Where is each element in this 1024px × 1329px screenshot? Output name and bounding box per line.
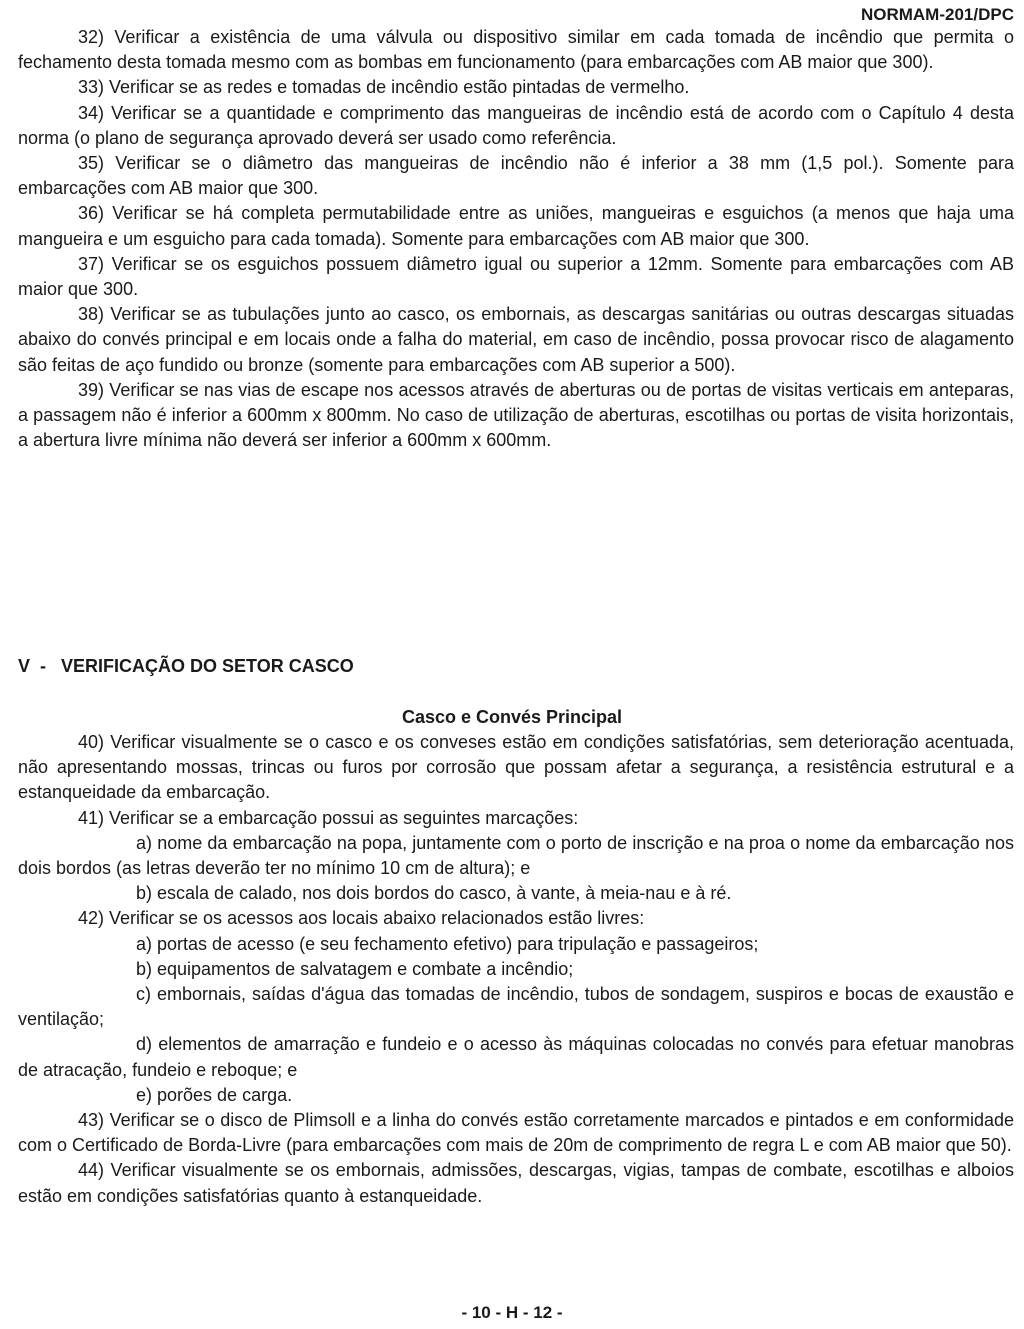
item-paragraph: 40) Verificar visualmente se o casco e os conveses estão em condições satisfatórias, sem deterioração acentuada, não apresentando mossas, trincas ou furos por corrosão que possam afetar a segurança, a resistência estrutural e a estanqueidade da embarcação. bbox=[18, 732, 1014, 803]
subitem-paragraph: b) equipamentos de salvatagem e combate a incêndio; bbox=[136, 958, 574, 979]
item-paragraph: 38) Verificar se as tubulações junto ao casco, os embornais, as descargas sanitárias ou outras descargas situadas abaixo do convés principal e em locais onde a falha do material, em caso de incêndio, possa provocar risco de alagamento são feitas de aço fundido ou bronze (somente para embarcações com AB superior a 500). bbox=[18, 304, 1014, 375]
subitem-paragraph: b) escala de calado, nos dois bordos do casco, à vante, à meia-nau e à ré. bbox=[136, 883, 732, 904]
hull-items-block bbox=[18, 730, 1014, 1209]
item-paragraph: 33) Verificar se as redes e tomadas de incêndio estão pintadas de vermelho. bbox=[78, 77, 690, 98]
subitem-paragraph: c) embornais, saídas d'água das tomadas de incêndio, tubos de sondagem, suspiros e bocas de exaustão e ventilação; bbox=[18, 984, 1014, 1030]
subitem-paragraph: e) porões de carga. bbox=[136, 1084, 293, 1105]
fire-items-block bbox=[18, 25, 1014, 453]
item-paragraph: 34) Verificar se a quantidade e comprimento das mangueiras de incêndio está de acordo com o Capítulo 4 desta norma (o plano de segurança aprovado deverá ser usado como referência. bbox=[18, 102, 1014, 148]
item-paragraph: 36) Verificar se há completa permutabilidade entre as uniões, mangueiras e esguichos (a menos que haja uma mangueira e um esguicho para cada tomada). Somente para embarcações com AB maior que 300. bbox=[18, 203, 1014, 249]
section-heading: V - VERIFICAÇÃO DO SETOR CASCO bbox=[18, 656, 354, 676]
item-paragraph: 41) Verificar se a embarcação possui as seguintes marcações: bbox=[78, 807, 579, 828]
item-paragraph: 42) Verificar se os acessos aos locais abaixo relacionados estão livres: bbox=[78, 908, 645, 929]
subitem-paragraph: d) elementos de amarração e fundeio e o acesso às máquinas colocadas no convés para efetuar manobras de atracação, fundeio e reboque; e bbox=[18, 1034, 1014, 1080]
item-paragraph: 37) Verificar se os esguichos possuem diâmetro igual ou superior a 12mm. Somente para embarcações com AB maior que 300. bbox=[18, 253, 1014, 300]
subitem-paragraph: a) portas de acesso (e seu fechamento efetivo) para tripulação e passageiros; bbox=[136, 933, 759, 954]
page-number: - 10 - H - 12 - bbox=[461, 1303, 563, 1322]
document-header: NORMAM-201/DPC bbox=[860, 5, 1014, 24]
item-paragraph: 44) Verificar visualmente se os embornais, admissões, descargas, vigias, tampas de combate, escotilhas e alboios estão em condições satisfatórias quanto à estanqueidade. bbox=[18, 1160, 1014, 1206]
subsection-heading: Casco e Convés Principal bbox=[401, 707, 623, 727]
subitem-paragraph: a) nome da embarcação na popa, juntamente com o porto de inscrição e na proa o nome da embarcação nos dois bordos (as letras deverão ter no mínimo 10 cm de altura); e bbox=[18, 832, 1014, 879]
item-paragraph: 43) Verificar se o disco de Plimsoll e a linha do convés estão corretamente marcados e pintados e em conformidade com o Certificado de Borda-Livre (para embarcações com mais de 20m de comprimento de regra L e com AB maior que 50). bbox=[18, 1110, 1014, 1156]
item-paragraph: 32) Verificar a existência de uma válvula ou dispositivo similar em cada tomada de incêndio que permita o fechamento desta tomada mesmo com as bombas em funcionamento (para embarcações com AB maior que 300). bbox=[18, 27, 1014, 73]
item-paragraph: 35) Verificar se o diâmetro das mangueiras de incêndio não é inferior a 38 mm (1,5 pol.). Somente para embarcações com AB maior que 300. bbox=[18, 153, 1014, 199]
item-paragraph: 39) Verificar se nas vias de escape nos acessos através de aberturas ou de portas de visitas verticais em anteparas, a passagem não é inferior a 600mm x 800mm. No caso de utilização de aberturas, escotilhas ou portas de visita horizontais, a abertura livre mínima não deverá ser inferior a 600mm x 600mm. bbox=[18, 379, 1014, 451]
